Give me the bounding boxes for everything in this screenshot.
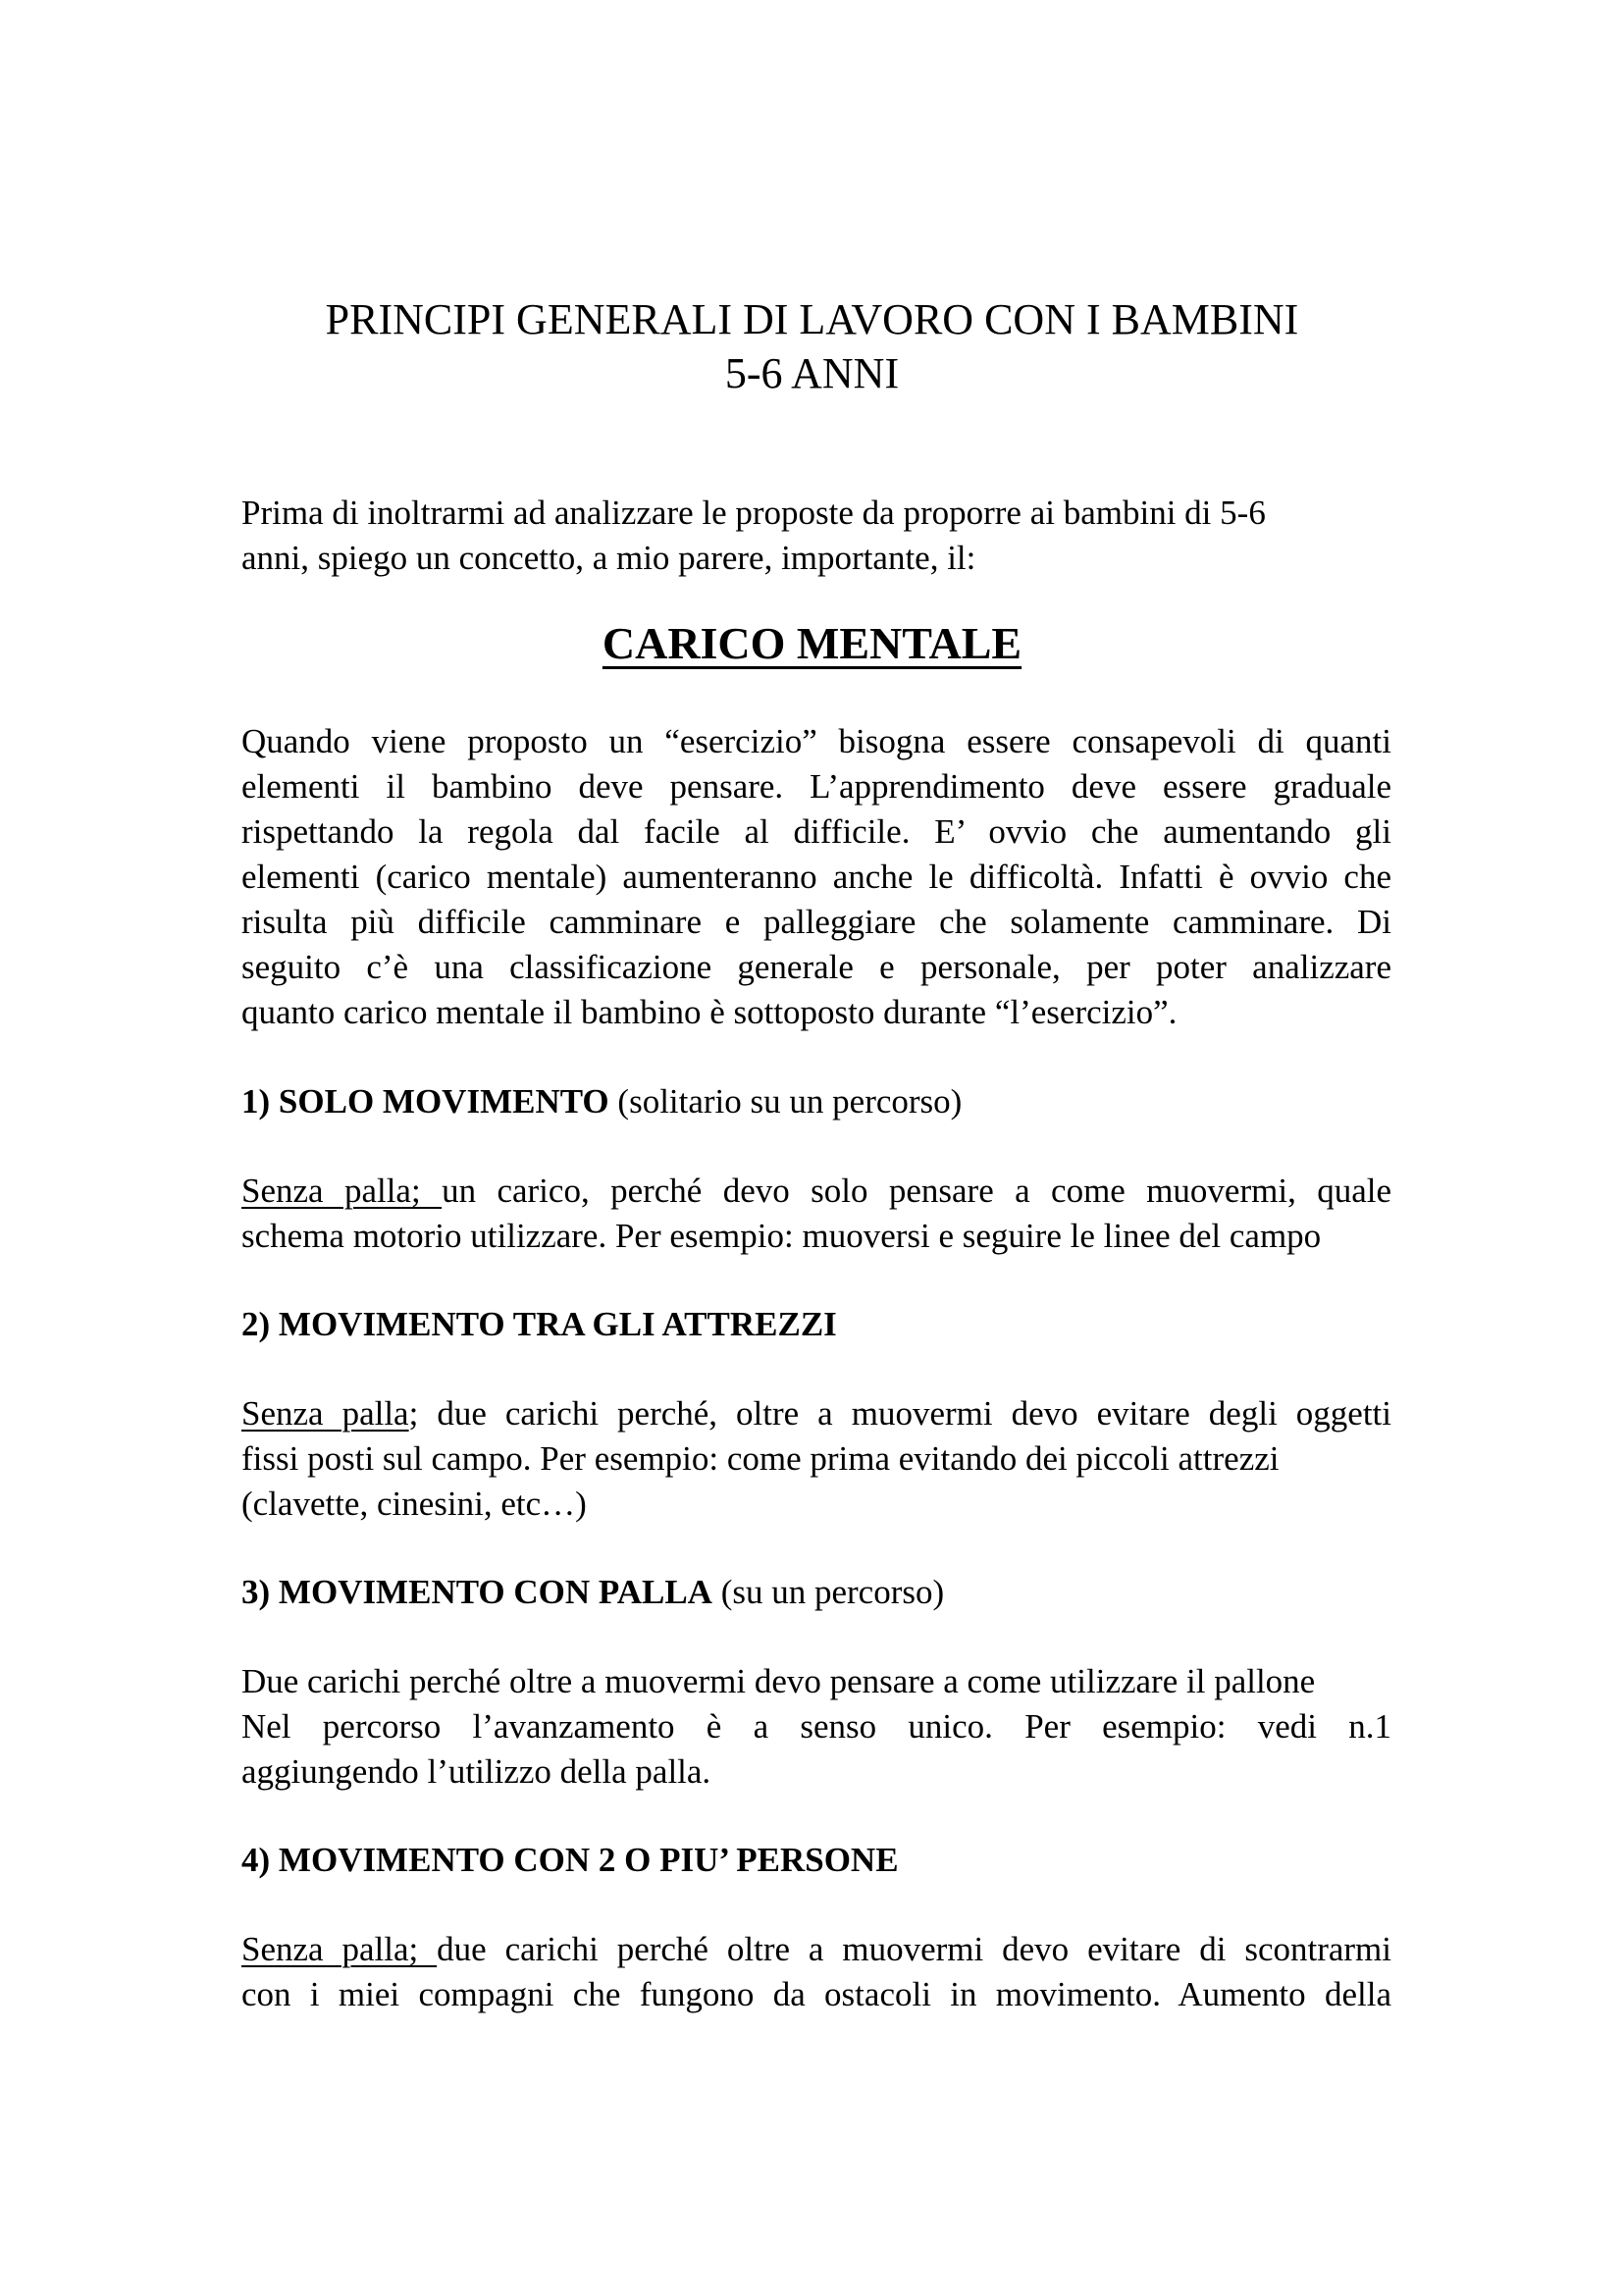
paragraph-line: Quando viene proposto un “esercizio” bisogna essere consapevoli di quanti	[241, 722, 1391, 760]
item-line: schema motorio utilizzare. Per esempio: muoversi e seguire le linee del campo	[241, 1217, 1322, 1255]
item-line: aggiungendo l’utilizzo della palla.	[241, 1752, 711, 1791]
item-line	[241, 1169, 1391, 1214]
item-paragraph	[241, 1927, 1391, 2017]
item-heading-bold: 4) MOVIMENTO CON 2 O PIU’ PERSONE	[241, 1841, 899, 1879]
item-line: (clavette, cinesini, etc…)	[241, 1485, 587, 1523]
item-heading-bold: 2) MOVIMENTO TRA GLI ATTREZZI	[241, 1305, 837, 1343]
item-paragraph	[241, 1169, 1391, 1259]
item-heading	[241, 1302, 837, 1347]
item-heading-note: (su un percorso)	[711, 1573, 945, 1611]
item-line: Nel percorso l’avanzamento è a senso unico. Per esempio: vedi n.1	[241, 1707, 1391, 1746]
item-heading	[241, 1079, 962, 1124]
item-line-rest: ; due carichi perché, oltre a muovermi devo evitare degli oggetti	[408, 1394, 1391, 1433]
item-line-rest: due carichi perché oltre a muovermi devo evitare di scontrarmi	[437, 1930, 1391, 1968]
item-line: Due carichi perché oltre a muovermi devo pensare a come utilizzare il pallone	[241, 1662, 1316, 1700]
main-paragraph	[241, 719, 1391, 1035]
underlined-label: Senza palla;	[241, 1172, 443, 1210]
item-line: con i miei compagni che fungono da ostacoli in movimento. Aumento della	[241, 1975, 1391, 2013]
intro-line: anni, spiego un concetto, a mio parere, importante, il:	[241, 539, 976, 577]
underlined-label: Senza palla	[241, 1394, 409, 1433]
item-heading-bold: 1) SOLO MOVIMENTO	[241, 1082, 609, 1121]
item-line	[241, 1927, 1391, 1972]
item-line-rest: un carico, perché devo solo pensare a come muovermi, quale	[442, 1172, 1391, 1210]
item-heading	[241, 1838, 899, 1883]
item-paragraph	[241, 1391, 1391, 1527]
section-title	[0, 616, 1624, 671]
document-subtitle: 5-6 ANNI	[724, 349, 900, 397]
item-line: fissi posti sul campo. Per esempio: come prima evitando dei piccoli attrezzi	[241, 1439, 1280, 1478]
item-line	[241, 1391, 1391, 1436]
intro-line: Prima di inoltrarmi ad analizzare le proposte da proporre ai bambini di 5-6	[241, 494, 1266, 532]
item-paragraph	[241, 1659, 1391, 1795]
paragraph-line: elementi il bambino deve pensare. L’apprendimento deve essere graduale	[241, 767, 1391, 806]
section-title-text: CARICO MENTALE	[602, 618, 1022, 668]
underlined-label: Senza palla;	[241, 1930, 438, 1968]
paragraph-line: elementi (carico mentale) aumenteranno anche le difficoltà. Infatti è ovvio che	[241, 858, 1391, 896]
paragraph-line: rispettando la regola dal facile al difficile. E’ ovvio che aumentando gli	[241, 812, 1391, 851]
paragraph-line: risulta più difficile camminare e palleggiare che solamente camminare. Di	[241, 903, 1391, 941]
intro-paragraph	[241, 491, 1391, 581]
item-heading-note: (solitario su un percorso)	[608, 1082, 963, 1121]
paragraph-line: quanto carico mentale il bambino è sottoposto durante “l’esercizio”.	[241, 993, 1178, 1031]
document-title: PRINCIPI GENERALI DI LAVORO CON I BAMBINI	[325, 295, 1299, 343]
item-heading	[241, 1570, 944, 1615]
paragraph-line: seguito c’è una classificazione generale e personale, per poter analizzare	[241, 948, 1391, 986]
item-heading-bold: 3) MOVIMENTO CON PALLA	[241, 1573, 712, 1611]
